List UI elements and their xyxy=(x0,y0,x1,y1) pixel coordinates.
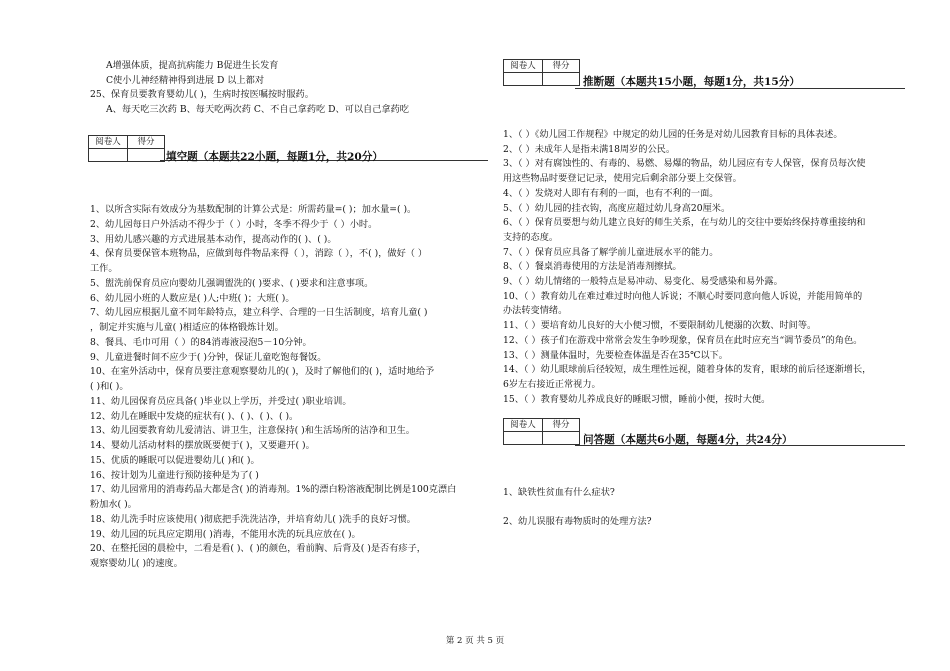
score-blank[interactable] xyxy=(543,432,580,445)
question-line: A、每天吃三次药 B、每天吃两次药 C、不自己拿药吃 D、可以自己拿药吃 xyxy=(106,103,409,115)
judge-question-line: 10、（ ）教育幼儿在难过难过时向他人诉说；不顺心时要同意向他人诉说，并能用简单的 xyxy=(503,290,863,302)
judge-question-line: 13、（ ）测量体温时，先要检查体温是否在35℃以下。 xyxy=(503,349,728,361)
score-cell: 得分 xyxy=(543,419,580,432)
fill-question-line: 观察婴幼儿( )的速度。 xyxy=(90,558,183,569)
fill-question-line: 19、幼儿园的玩具应定期用( )消毒，不能用水洗的玩具应放在( )。 xyxy=(90,528,361,540)
judge-question-line: 用这些物品时要登记记录，使用完后剩余部分要上交保管。 xyxy=(503,173,742,185)
fill-question-line: 6、幼儿园小班的人数应是( )人;中班( )；大班( )。 xyxy=(90,292,295,304)
fill-question-line: 20、在整托园的晨检中，二看是看( )、( )的颜色，看前胸、后背及( )是否有疹子， xyxy=(90,543,426,555)
fill-question-line: ( )和( )。 xyxy=(90,381,129,392)
fill-question-line: 7、幼儿园应根据儿童不同年龄特点，建立科学、合理的一日生活制度，培育儿童( ) xyxy=(90,307,428,319)
fill-question-line: 11、幼儿园保育员应具备( )毕业以上学历，并受过( )职业培训。 xyxy=(90,395,352,407)
fill-question-line: 16、按计划为儿童进行预防接种是为了( ) xyxy=(90,469,259,481)
fill-question-line: 9、儿童进餐时间不应少于( )分钟，保证儿童吃饱每餐饭。 xyxy=(90,351,327,363)
judge-question-line: 3、（ ）对有腐蚀性的、有毒的、易燃、易爆的物品，幼儿园应有专人保管，保育员每次使 xyxy=(503,158,866,170)
fill-question-line: 15、优质的睡眠可以促进婴幼儿( )和( )。 xyxy=(90,454,260,466)
fill-question-line: 13、幼儿园要教育幼儿爱清洁、讲卫生，注意保持( )和生活场所的洁净和卫生。 xyxy=(90,425,415,437)
judge-question-line: 7、（ ）保育员应具备了解学前儿童进展水平的能力。 xyxy=(503,246,719,258)
judge-question-line: 2、（ ）未成年人是指未满18周岁的公民。 xyxy=(503,143,676,155)
judge-question-line: 6岁左右接近正常视力。 xyxy=(503,378,601,390)
score-blank[interactable] xyxy=(128,149,165,162)
fill-question-line: 粉加水( )。 xyxy=(90,499,137,510)
reviewer-blank[interactable] xyxy=(504,432,543,445)
fill-question-line: 14、婴幼儿活动材料的摆放既要便于( )，又要避开( )。 xyxy=(90,440,315,451)
qa-section-title: 问答题（本题共6小题，每题4分，共24分） xyxy=(583,434,793,446)
fill-section-title: 填空题（本题共22小题，每题1分，共20分） xyxy=(166,151,383,163)
judge-question-line: 5、（ ）幼儿园的挂衣钩，高度应超过幼儿身高20厘米。 xyxy=(503,202,731,214)
judge-question-line: 8、（ ）餐桌消毒使用的方法是消毒剂擦拭。 xyxy=(503,261,682,273)
reviewer-cell: 阅卷人 xyxy=(89,136,128,149)
fill-question-line: 12、幼儿在睡眠中发烧的症状有( )、( )、( )、( )。 xyxy=(90,410,299,422)
judge-question-line: 6、（ ）保育员要想与幼儿建立良好的师生关系，在与幼儿的交往中要始终保持尊重接纳和 xyxy=(503,217,866,229)
fill-score-box xyxy=(88,135,165,162)
judge-question-line: 办法转变情绪。 xyxy=(503,305,568,317)
judge-question-line: 4、（ ）发烧对人即有有利的一面，也有不利的一面。 xyxy=(503,187,719,199)
judge-question-line: 14、（ ）幼儿眼球前后径较短，成生理性远视，随着身体的发育，眼球的前后径逐渐增长， xyxy=(503,364,872,376)
judge-question-line: 9、（ ）幼儿情绪的一般特点是易冲动、易变化、易受感染和易外露。 xyxy=(503,276,783,287)
judge-score-box xyxy=(503,59,580,86)
fill-question-line: 1、以所含实际有效成分为基数配制的计算公式是：所需药量=( )；加水量=( )。 xyxy=(90,204,417,215)
reviewer-cell: 阅卷人 xyxy=(504,60,543,73)
question-line: 25、保育员要教育婴幼儿( )，生病时按医嘱按时服药。 xyxy=(90,89,314,101)
score-cell: 得分 xyxy=(128,136,165,149)
judge-question-line: 11、（ ）要培育幼儿良好的大小便习惯，不要限制幼儿便溺的次数、时间等。 xyxy=(503,320,817,332)
fill-question-line: 3、用幼儿感兴趣的方式进展基本动作，提高动作的( )、( )。 xyxy=(90,233,337,245)
score-blank[interactable] xyxy=(543,73,580,86)
qa-question-line: 1、缺铁性贫血有什么症状? xyxy=(503,487,615,498)
judge-question-line: 支持的态度。 xyxy=(503,231,559,243)
reviewer-blank[interactable] xyxy=(89,149,128,162)
qa-question-line: 2、幼儿误服有毒物质时的处理方法? xyxy=(503,516,652,527)
question-line: C使小儿神经精神得到进展 D 以上都对 xyxy=(106,74,265,86)
judge-question-line: 1、（ ）《幼儿园工作规程》中规定的幼儿园的任务是对幼儿园教育目标的具体表述。 xyxy=(503,129,843,140)
judge-question-line: 15、（ ）教育婴幼儿养成良好的睡眠习惯，睡前小便，按时大便。 xyxy=(503,393,771,405)
fill-question-line: 4、保育员要保管本班物品，应做到每件物品来得（ ），消踪（ ），不( )，做好（ ） xyxy=(90,248,428,260)
reviewer-cell: 阅卷人 xyxy=(504,419,543,432)
judge-section-title: 推断题（本题共15小题，每题1分，共15分） xyxy=(583,76,800,88)
fill-question-line: 10、在室外活动中，保育员要注意观察婴幼儿的( )，及时了解他们的( )，适时地给予 xyxy=(90,366,435,378)
question-line: A增强体质，提高抗病能力 B促进生长发育 xyxy=(106,60,279,71)
qa-score-box xyxy=(503,418,580,445)
score-cell: 得分 xyxy=(543,60,580,73)
fill-question-line: 工作。 xyxy=(90,263,118,274)
fill-question-line: 18、幼儿洗手时应该使用( )彻底把手洗洗洁净，并培育幼儿( )洗手的良好习惯。 xyxy=(90,513,416,525)
reviewer-blank[interactable] xyxy=(504,73,543,86)
fill-question-line: ，制定并实施与儿童( )相适应的体格锻炼计划。 xyxy=(90,322,284,333)
fill-question-line: 17、幼儿园常用的消毒药品大都是含( )的消毒剂。1%的漂白粉溶液配制比例是100克漂白 xyxy=(90,484,457,496)
fill-question-line: 5、盥洗前保育员应向婴幼儿强调盥洗的( )要求、( )要求和注意事项。 xyxy=(90,277,374,289)
fill-question-line: 2、幼儿园每日户外活动不得少于（ ）小时，冬季不得少于（ ）小时。 xyxy=(90,218,378,230)
judge-question-line: 12、（ ）孩子们在游戏中常常会发生争吵现象，保育员在此时应充当“调节委员”的角色。 xyxy=(503,334,863,346)
fill-question-line: 8、餐具、毛巾可用（ ）的84消毒液浸泡5－10分钟。 xyxy=(90,336,312,348)
page-number: 第 2 页 共 5 页 xyxy=(445,636,505,646)
